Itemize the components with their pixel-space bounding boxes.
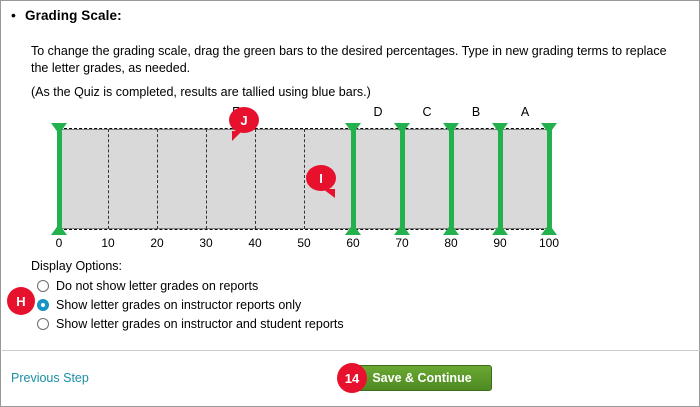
callout-marker-i: I [306, 165, 336, 191]
grading-scale-heading [11, 7, 122, 23]
display-options-group [31, 259, 511, 333]
scale-bottom-guide [59, 229, 549, 230]
radio-option-label: Show letter grades on instructor and student reports [56, 316, 344, 331]
grade-bar-0[interactable] [57, 129, 62, 229]
scale-divider [304, 129, 305, 229]
grade-handle-top-80[interactable] [443, 123, 459, 134]
grade-bar-100[interactable] [547, 129, 552, 229]
axis-tick-20: 20 [150, 236, 164, 250]
axis-tick-30: 30 [199, 236, 213, 250]
radio-option-no-letter-grades[interactable] [37, 276, 511, 295]
radio-icon[interactable] [37, 318, 49, 330]
callout-marker-14: 14 [337, 363, 367, 393]
grade-bar-60[interactable] [351, 129, 356, 229]
grade-handle-top-70[interactable] [394, 123, 410, 134]
grade-bar-70[interactable] [400, 129, 405, 229]
radio-option-label: Do not show letter grades on reports [56, 278, 259, 293]
instructions [31, 43, 681, 101]
radio-icon-selected[interactable] [37, 299, 49, 311]
axis-tick-100: 100 [538, 236, 560, 250]
grade-bar-90[interactable] [498, 129, 503, 229]
radio-icon[interactable] [37, 280, 49, 292]
grade-handle-top-90[interactable] [492, 123, 508, 134]
grade-label-a[interactable]: A [520, 105, 530, 119]
display-options-title: Display Options: [31, 259, 123, 273]
grade-handle-bottom-60[interactable] [345, 224, 361, 235]
axis-tick-40: 40 [248, 236, 262, 250]
grade-handle-bottom-80[interactable] [443, 224, 459, 235]
axis-tick-0: 0 [55, 236, 63, 250]
page-title: Grading Scale: [25, 8, 122, 23]
axis-tick-80: 80 [444, 236, 458, 250]
grade-handle-bottom-0[interactable] [51, 224, 67, 235]
grade-handle-top-0[interactable] [51, 123, 67, 134]
radio-option-label: Show letter grades on instructor reports only [56, 297, 302, 312]
bullet-icon: • [11, 7, 16, 23]
grade-handle-bottom-90[interactable] [492, 224, 508, 235]
grade-label-b[interactable]: B [471, 105, 481, 119]
grade-label-d[interactable]: D [373, 105, 383, 119]
grade-bar-80[interactable] [449, 129, 454, 229]
grade-handle-bottom-100[interactable] [541, 224, 557, 235]
radio-option-instructor-reports-only[interactable] [37, 295, 511, 314]
grade-handle-top-60[interactable] [345, 123, 361, 134]
axis-tick-50: 50 [297, 236, 311, 250]
grade-handle-top-100[interactable] [541, 123, 557, 134]
scale-divider [255, 129, 256, 229]
grade-label-c[interactable]: C [422, 105, 432, 119]
grade-handle-bottom-70[interactable] [394, 224, 410, 235]
radio-option-instructor-and-student-reports[interactable] [37, 314, 511, 333]
instructions-line-1: To change the grading scale, drag the green bars to the desired percentages. Type in new grading terms to replace the letter grades, as needed. [31, 44, 667, 75]
scale-divider [206, 129, 207, 229]
grading-scale-graph[interactable] [31, 105, 561, 250]
instructions-line-2: (As the Quiz is completed, results are tallied using blue bars.) [31, 85, 371, 99]
axis-tick-90: 90 [493, 236, 507, 250]
axis-tick-60: 60 [346, 236, 360, 250]
scale-divider [108, 129, 109, 229]
axis-tick-70: 70 [395, 236, 409, 250]
previous-step-link[interactable]: Previous Step [11, 371, 89, 385]
callout-marker-j: J [229, 107, 259, 133]
footer-divider [2, 350, 700, 351]
scale-divider [157, 129, 158, 229]
save-continue-button[interactable]: Save & Continue [352, 365, 492, 391]
axis-tick-10: 10 [101, 236, 115, 250]
callout-marker-h: H [7, 287, 35, 315]
